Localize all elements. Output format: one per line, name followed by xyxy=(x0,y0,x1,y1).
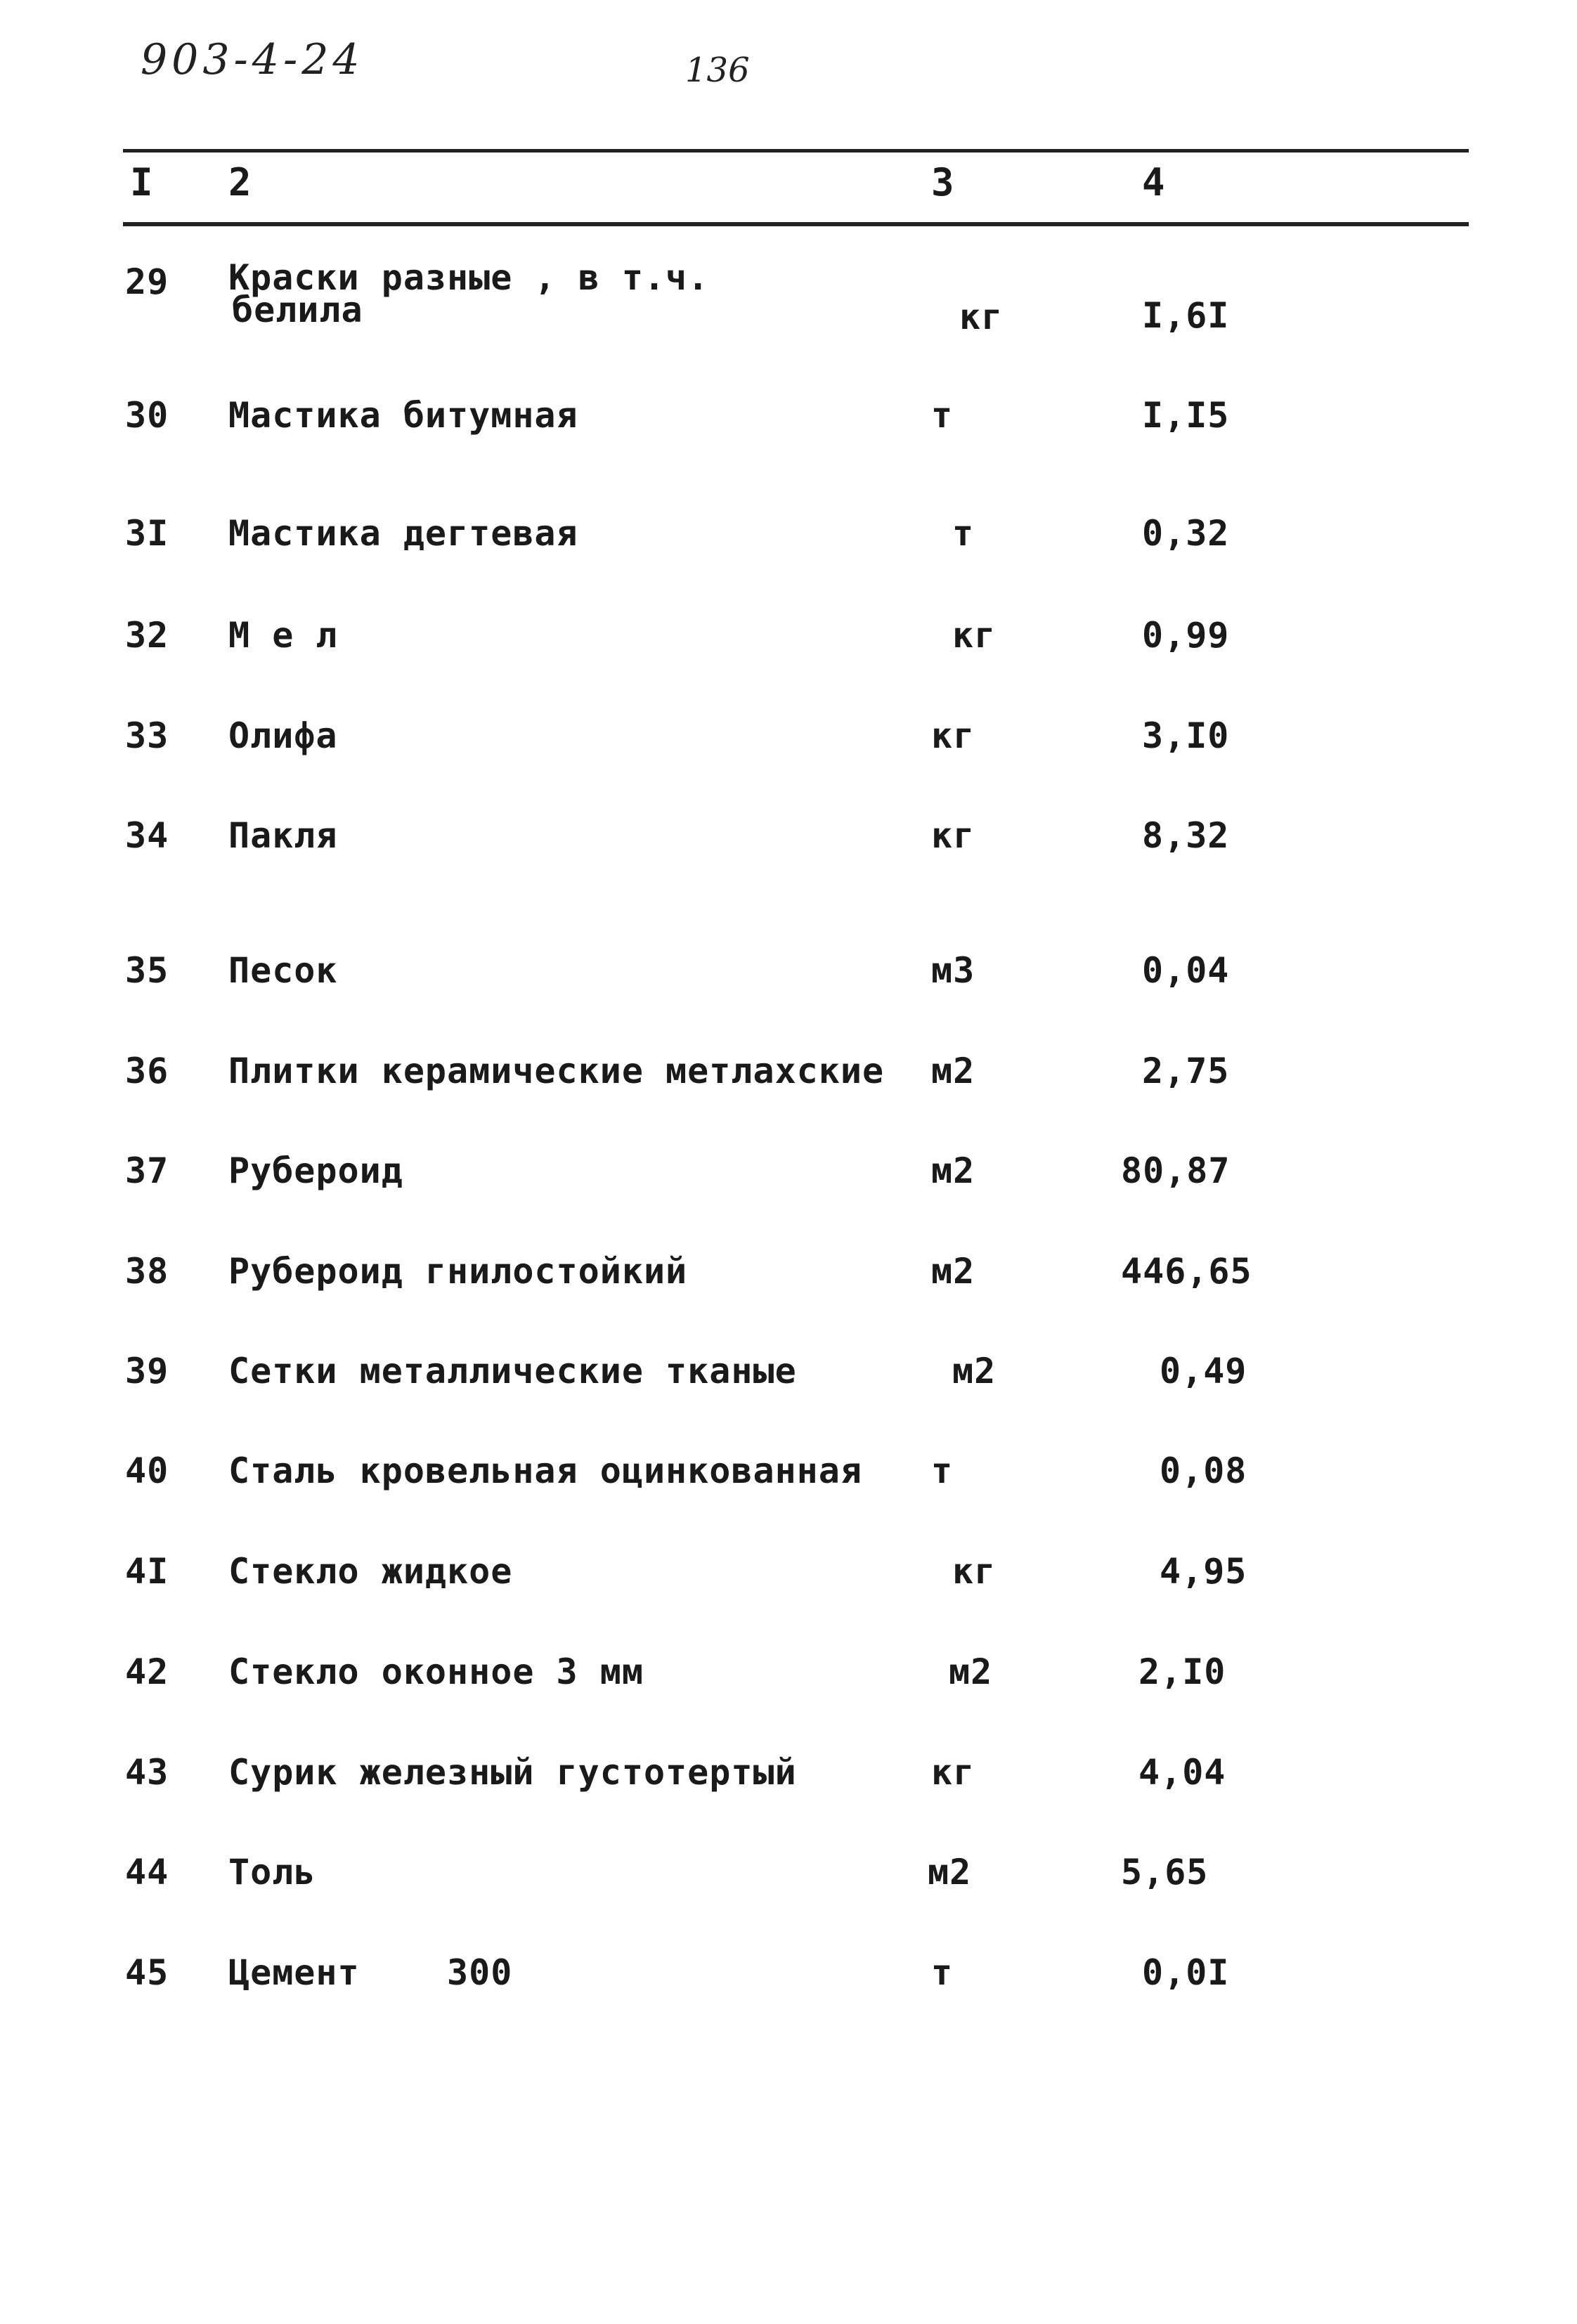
row-name-line-2: белила xyxy=(232,290,363,330)
row-unit: м2 xyxy=(931,1251,975,1292)
row-unit: кг xyxy=(959,297,1004,337)
row-name: Плитки керамические метлахские xyxy=(228,1051,885,1091)
row-unit: м2 xyxy=(931,1051,975,1091)
row-unit: т xyxy=(931,1952,954,1993)
row-number: 38 xyxy=(125,1251,169,1292)
row-name: Рубероид гнилостойкий xyxy=(228,1251,688,1292)
row-unit: т xyxy=(931,395,954,436)
row-number: 43 xyxy=(125,1752,169,1793)
table-row xyxy=(0,715,1577,779)
row-name: Рубероид xyxy=(228,1150,403,1191)
row-number: 4I xyxy=(125,1551,169,1592)
row-quantity: 2,I0 xyxy=(1138,1651,1226,1692)
column-header-3: 3 xyxy=(931,160,954,205)
column-header-2: 2 xyxy=(228,160,252,205)
table-row xyxy=(0,513,1577,576)
table-row xyxy=(0,1551,1577,1614)
row-name: Песок xyxy=(228,950,338,991)
row-unit: м2 xyxy=(928,1852,972,1893)
row-name: Цемент 300 xyxy=(228,1952,513,1993)
row-unit: м2 xyxy=(931,1150,975,1191)
row-number: 40 xyxy=(125,1450,169,1491)
row-quantity: 0,32 xyxy=(1142,513,1230,554)
row-number: 44 xyxy=(125,1852,169,1893)
row-name: Толь xyxy=(228,1852,316,1893)
row-name xyxy=(228,257,710,330)
row-name: Сурик железный густотертый xyxy=(228,1752,797,1793)
table-row xyxy=(0,815,1577,878)
row-name: М е л xyxy=(228,615,338,656)
row-unit: м3 xyxy=(931,950,975,991)
row-unit: кг xyxy=(931,1752,975,1793)
table-row xyxy=(0,615,1577,678)
row-quantity: I,6I xyxy=(1142,295,1230,336)
row-name: Олифа xyxy=(228,715,338,756)
row-number: 3I xyxy=(125,513,169,554)
table-row xyxy=(0,1051,1577,1114)
row-number: 37 xyxy=(125,1150,169,1191)
row-name: Мастика битумная xyxy=(228,395,578,436)
row-number: 42 xyxy=(125,1651,169,1692)
page-number: 136 xyxy=(685,51,750,90)
table-row xyxy=(0,395,1577,458)
row-name: Сталь кровельная оцинкованная xyxy=(228,1450,862,1491)
row-name: Мастика дегтевая xyxy=(228,513,578,554)
table-row xyxy=(0,1251,1577,1314)
row-unit: м2 xyxy=(952,1351,997,1391)
row-quantity: 0,99 xyxy=(1142,615,1230,656)
row-quantity: 4,95 xyxy=(1160,1551,1247,1592)
row-quantity: 0,04 xyxy=(1142,950,1230,991)
row-number: 35 xyxy=(125,950,169,991)
row-unit: т xyxy=(931,1450,954,1491)
row-unit: т xyxy=(952,513,975,554)
table-row xyxy=(0,1351,1577,1414)
row-quantity: 3,I0 xyxy=(1142,715,1230,756)
row-quantity: 0,0I xyxy=(1142,1952,1230,1993)
column-header-4: 4 xyxy=(1142,160,1165,205)
row-unit: м2 xyxy=(949,1651,993,1692)
row-number: 34 xyxy=(125,815,169,856)
row-name: Стекло жидкое xyxy=(228,1551,513,1592)
row-quantity: 2,75 xyxy=(1142,1051,1230,1091)
document-code: 903-4-24 xyxy=(141,35,364,84)
row-number: 36 xyxy=(125,1051,169,1091)
row-number: 29 xyxy=(125,261,169,302)
row-number: 39 xyxy=(125,1351,169,1391)
row-quantity: 4,04 xyxy=(1138,1752,1226,1793)
row-name: Стекло оконное 3 мм xyxy=(228,1651,644,1692)
row-name: Сетки металлические тканые xyxy=(228,1351,797,1391)
row-name: Пакля xyxy=(228,815,338,856)
table-row xyxy=(0,257,1577,346)
row-quantity: 8,32 xyxy=(1142,815,1230,856)
table-row xyxy=(0,1651,1577,1715)
row-number: 33 xyxy=(125,715,169,756)
row-quantity: 0,08 xyxy=(1160,1450,1247,1491)
row-quantity: 5,65 xyxy=(1121,1852,1209,1893)
table-row xyxy=(0,1852,1577,1915)
row-number: 45 xyxy=(125,1952,169,1993)
row-quantity: 0,49 xyxy=(1160,1351,1247,1391)
table-row xyxy=(0,1952,1577,2015)
table-row xyxy=(0,1752,1577,1815)
row-number: 30 xyxy=(125,395,169,436)
row-quantity: 80,87 xyxy=(1121,1150,1231,1191)
table-row xyxy=(0,1150,1577,1214)
column-header-1: I xyxy=(130,160,153,205)
row-quantity: I,I5 xyxy=(1142,395,1230,436)
table-row xyxy=(0,1450,1577,1514)
row-unit: кг xyxy=(931,815,975,856)
table-row xyxy=(0,950,1577,1013)
row-unit: кг xyxy=(931,715,975,756)
table-header-rule xyxy=(123,222,1469,226)
row-name-line-1: Краски разные , в т.ч. xyxy=(228,257,710,298)
row-unit: кг xyxy=(952,1551,997,1592)
row-quantity: 446,65 xyxy=(1121,1251,1252,1292)
row-number: 32 xyxy=(125,615,169,656)
row-unit: кг xyxy=(952,615,997,656)
table-top-rule xyxy=(123,149,1469,152)
